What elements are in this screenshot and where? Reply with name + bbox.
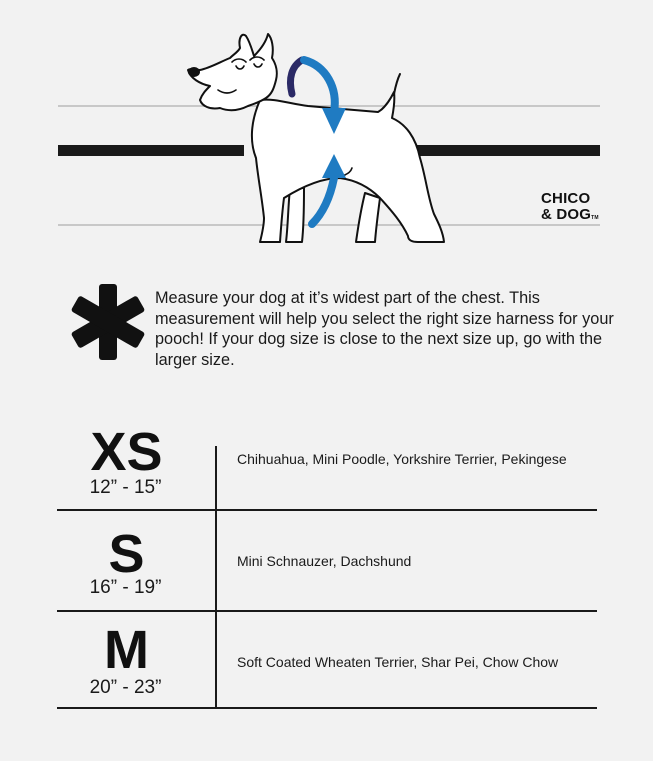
size-row-divider [57,610,597,612]
size-range: 12” - 15” [89,477,162,498]
size-row-divider [57,509,597,511]
size-label: M [104,620,149,680]
size-chart-column-divider [215,446,217,709]
brand-logo-line1: CHICO [541,190,591,207]
size-label: S [108,524,145,584]
size-label: XS [90,422,163,482]
asterisk-icon [66,280,150,364]
brand-logo [541,191,599,226]
measurement-instructions: Measure your dog at it’s widest part of the chest. This measurement will help you select the right size harness for your pooch! If your dog size is close to the next size up, go with the larger size. [155,289,614,369]
size-range: 20” - 23” [89,677,162,698]
size-row-divider [57,707,597,709]
size-breeds: Soft Coated Wheaten Terrier, Shar Pei, Chow Chow [237,654,559,670]
size-breeds: Chihuahua, Mini Poodle, Yorkshire Terrier, Pekingese [237,451,567,467]
size-range: 16” - 19” [89,577,162,598]
brand-logo-line2: & DOGTM [541,206,599,223]
brand-trademark: TM [591,215,599,221]
schnauzer-dog-illustration [180,28,450,258]
size-breeds: Mini Schnauzer, Dachshund [237,553,412,569]
header-illustration [0,0,653,260]
